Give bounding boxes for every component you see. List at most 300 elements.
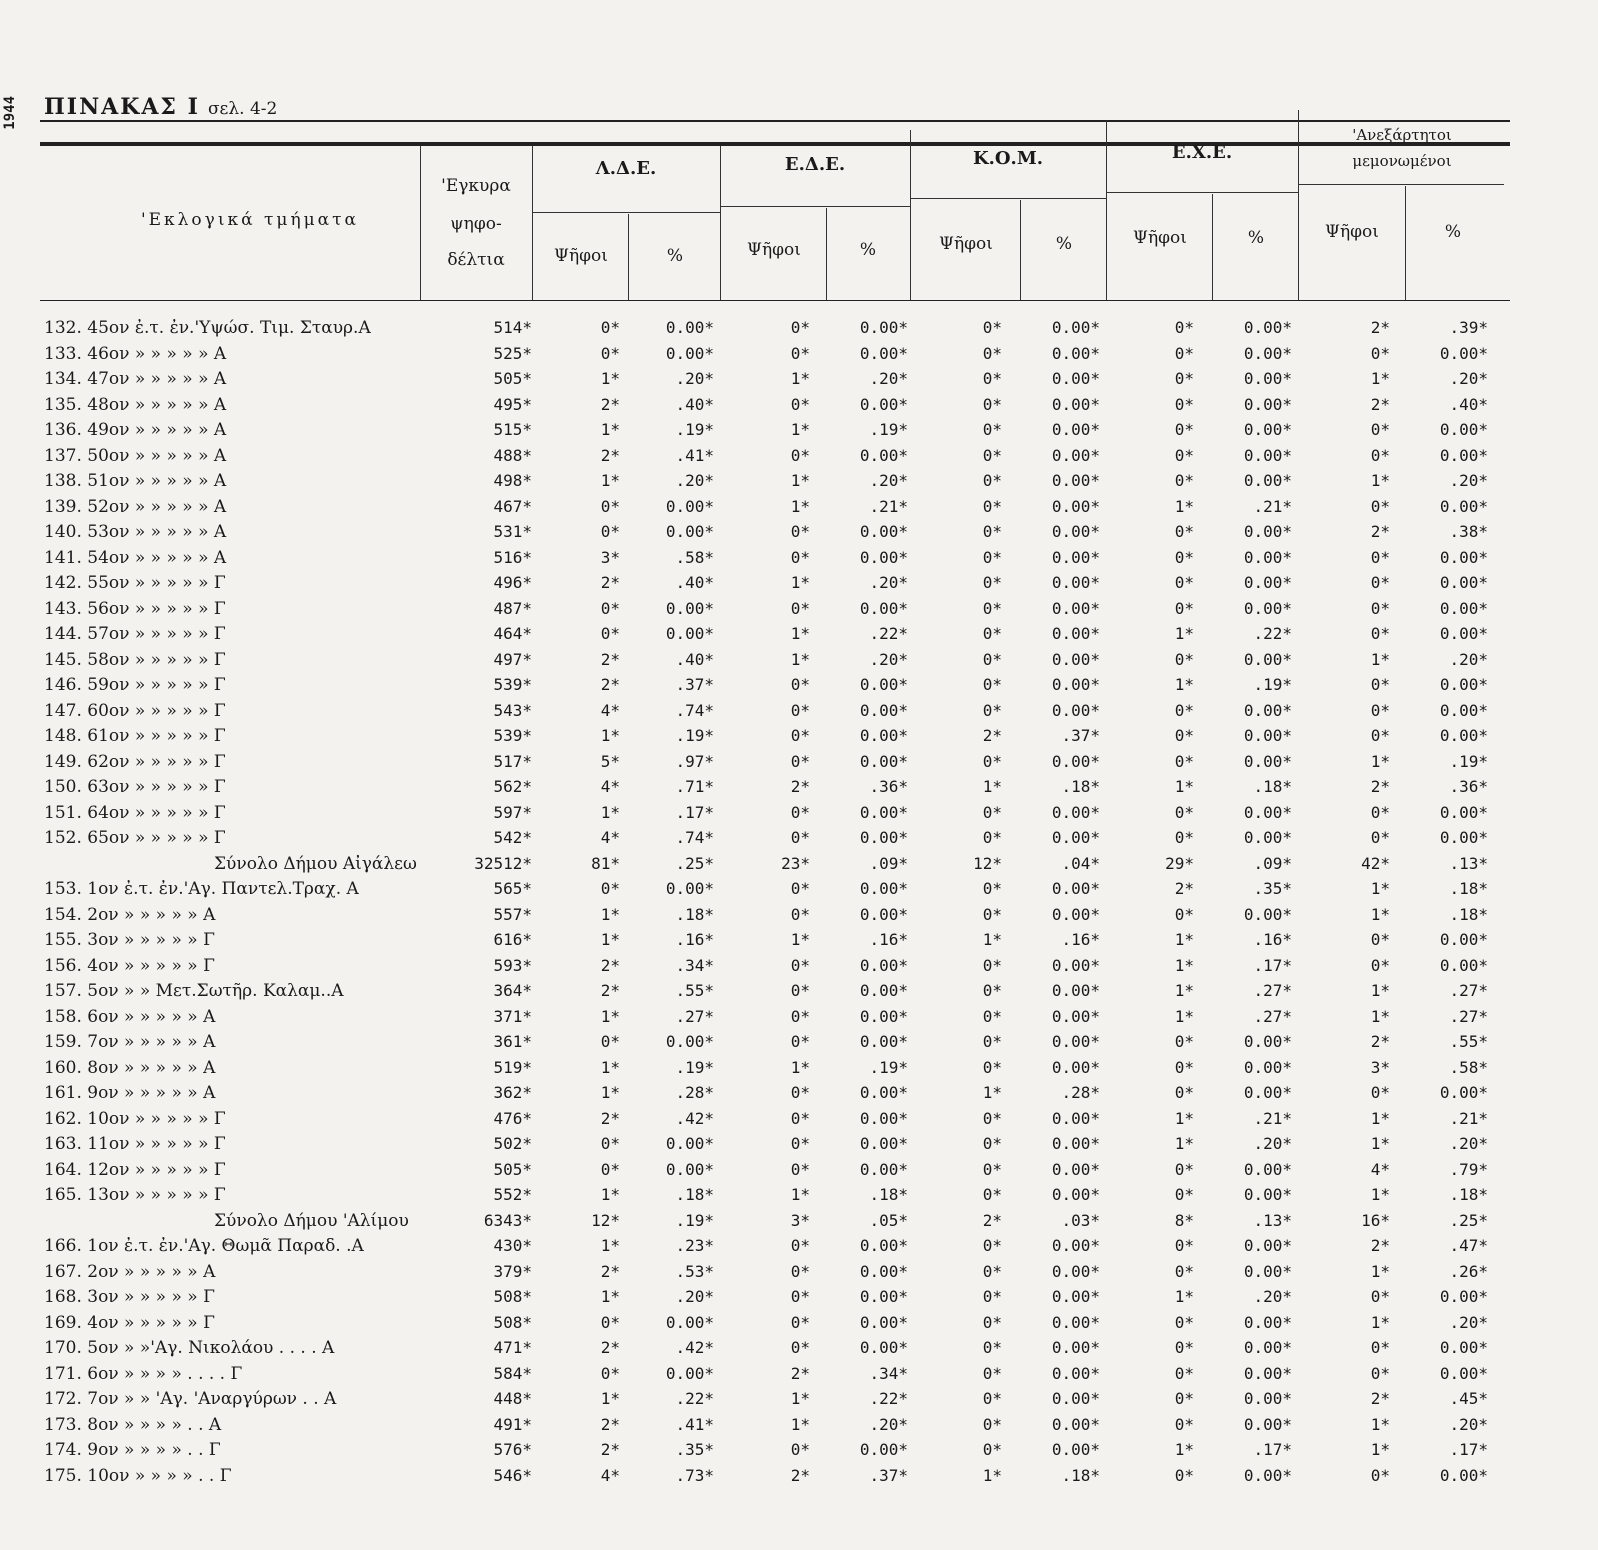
independent-votes-cell: 0*: [1370, 955, 1390, 975]
kom-percent-cell: 0.00*: [1051, 1338, 1100, 1357]
lde-percent-cell: .20*: [675, 369, 714, 388]
valid-ballots-cell: 6343*: [483, 1210, 532, 1230]
percent-header: %: [1055, 234, 1073, 254]
lde-votes-cell: 2*: [600, 675, 620, 694]
lde-percent-cell: 0.00*: [665, 522, 714, 541]
ede-votes-cell: 0*: [790, 1134, 810, 1153]
exe-votes-cell: 1*: [1174, 930, 1194, 949]
exe-votes-cell: 0*: [1174, 1159, 1194, 1179]
valid-ballots-cell: 476*: [493, 1108, 532, 1128]
independent-percent-cell: .21*: [1449, 1108, 1488, 1128]
independent-percent-cell: 0.00*: [1439, 1363, 1488, 1383]
district-label: 136. 49ον » » » » » Α: [44, 420, 227, 440]
kom-percent-cell: 0.00*: [1051, 1057, 1100, 1077]
party-header-exe: Ε.Χ.Ε.: [1171, 142, 1233, 163]
district-label: 135. 48ον » » » » » Α: [44, 394, 227, 415]
kom-votes-cell: 0*: [982, 1414, 1002, 1434]
kom-percent-cell: 0.00*: [1051, 624, 1100, 643]
lde-percent-cell: 0.00*: [665, 624, 714, 643]
independent-votes-cell: 0*: [1370, 496, 1390, 516]
kom-votes-cell: 0*: [982, 904, 1002, 924]
independent-votes-cell: 0*: [1370, 1338, 1390, 1357]
kom-votes-cell: 0*: [982, 879, 1002, 898]
table-row: [0, 624, 1598, 650]
district-label: 148. 61ον » » » » » Γ: [44, 726, 226, 746]
exe-votes-cell: 1*: [1174, 1287, 1194, 1306]
votes-header: Ψῆφοι: [1325, 222, 1379, 242]
independent-percent-cell: 0.00*: [1439, 1083, 1488, 1102]
independent-percent-cell: 0.00*: [1439, 700, 1488, 720]
kom-percent-cell: 0.00*: [1051, 471, 1100, 490]
lde-percent-cell: 0.00*: [665, 1312, 714, 1332]
ede-percent-cell: 0.00*: [859, 522, 908, 541]
lde-votes-cell: 0*: [600, 343, 620, 363]
valid-ballots-cell: 576*: [493, 1440, 532, 1459]
ede-percent-cell: 0.00*: [859, 726, 908, 745]
independent-percent-cell: .79*: [1449, 1159, 1488, 1179]
ede-percent-cell: .34*: [869, 1363, 908, 1383]
independent-votes-cell: 0*: [1370, 1083, 1390, 1102]
exe-votes-cell: 0*: [1174, 1363, 1194, 1383]
lde-percent-cell: 0.00*: [665, 1032, 714, 1051]
exe-percent-cell: .27*: [1253, 981, 1292, 1000]
exe-percent-cell: 0.00*: [1243, 751, 1292, 771]
kom-votes-cell: 0*: [982, 955, 1002, 975]
valid-ballots-cell: 517*: [493, 751, 532, 771]
table-row: [0, 1134, 1598, 1160]
lde-percent-cell: .18*: [675, 1185, 714, 1204]
ede-percent-cell: 0.00*: [859, 955, 908, 975]
independent-votes-cell: 0*: [1370, 420, 1390, 439]
ede-votes-cell: 1*: [790, 624, 810, 643]
kom-votes-cell: 0*: [982, 1389, 1002, 1408]
kom-percent-cell: .03*: [1061, 1210, 1100, 1230]
independent-percent-cell: 0.00*: [1439, 598, 1488, 618]
ede-votes-cell: 0*: [790, 1108, 810, 1128]
ede-votes-cell: 0*: [790, 1261, 810, 1281]
exe-percent-cell: .21*: [1253, 496, 1292, 516]
valid-ballots-cell: 525*: [493, 343, 532, 363]
ede-percent-cell: 0.00*: [859, 1287, 908, 1306]
exe-percent-cell: .09*: [1253, 853, 1292, 873]
table-row: [0, 446, 1598, 472]
valid-ballots-cell: 557*: [493, 904, 532, 924]
party-header-ede: Ε.Δ.Ε.: [784, 154, 846, 175]
ede-percent-cell: .19*: [869, 420, 908, 439]
ede-percent-cell: 0.00*: [859, 1440, 908, 1459]
ede-percent-cell: 0.00*: [859, 1338, 908, 1357]
lde-percent-cell: .41*: [675, 445, 714, 465]
ede-percent-cell: .20*: [869, 649, 908, 669]
independent-percent-cell: .18*: [1449, 904, 1488, 924]
valid-ballots-cell: 508*: [493, 1287, 532, 1306]
ede-votes-cell: 1*: [790, 420, 810, 439]
ede-votes-cell: 0*: [790, 751, 810, 771]
ede-percent-cell: .09*: [869, 853, 908, 873]
valid-ballots-cell: 584*: [493, 1363, 532, 1383]
header-subrule: [1298, 184, 1504, 185]
district-label: 172. 7ον » » 'Αγ. 'Αναργύρων . . Α: [44, 1389, 337, 1409]
district-label: 170. 5ον » »'Αγ. Νικολάου . . . . Α: [44, 1338, 335, 1358]
table-row: [0, 956, 1598, 982]
table-row: [0, 1287, 1598, 1313]
exe-percent-cell: 0.00*: [1243, 1389, 1292, 1408]
table-row: [0, 803, 1598, 829]
valid-ballots-cell: 491*: [493, 1414, 532, 1434]
lde-percent-cell: 0.00*: [665, 879, 714, 898]
kom-votes-cell: 0*: [982, 1312, 1002, 1332]
votes-header: Ψῆφοι: [554, 246, 608, 266]
top-rule: [40, 120, 1510, 122]
exe-votes-cell: 0*: [1174, 1312, 1194, 1332]
lde-percent-cell: 0.00*: [665, 598, 714, 618]
lde-votes-cell: 0*: [600, 1032, 620, 1051]
ede-percent-cell: .22*: [869, 1389, 908, 1408]
independent-votes-cell: 0*: [1370, 1287, 1390, 1306]
ede-percent-cell: 0.00*: [859, 1006, 908, 1026]
valid-ballots-cell: 361*: [493, 1032, 532, 1051]
ede-votes-cell: 0*: [790, 318, 810, 337]
valid-ballots-cell: 552*: [493, 1185, 532, 1204]
lde-votes-cell: 2*: [600, 1338, 620, 1357]
kom-votes-cell: 0*: [982, 369, 1002, 388]
kom-percent-cell: 0.00*: [1051, 1006, 1100, 1026]
kom-percent-cell: .18*: [1061, 777, 1100, 796]
ede-percent-cell: 0.00*: [859, 1159, 908, 1179]
valid-ballots-cell: 539*: [493, 726, 532, 745]
independent-percent-cell: 0.00*: [1439, 726, 1488, 745]
valid-ballots-cell: 597*: [493, 802, 532, 822]
lde-percent-cell: .42*: [675, 1338, 714, 1357]
independent-votes-cell: 3*: [1370, 1057, 1390, 1077]
lde-votes-cell: 1*: [600, 420, 620, 439]
kom-votes-cell: 0*: [982, 700, 1002, 720]
independent-votes-cell: 0*: [1370, 726, 1390, 745]
table-title: ΠΙΝΑΚΑΣ Ι: [44, 94, 200, 120]
lde-votes-cell: 1*: [600, 1057, 620, 1077]
valid-ballots-cell: 488*: [493, 445, 532, 465]
kom-votes-cell: 0*: [982, 1108, 1002, 1128]
exe-percent-cell: 0.00*: [1243, 445, 1292, 465]
kom-votes-cell: 0*: [982, 496, 1002, 516]
lde-votes-cell: 12*: [591, 1210, 620, 1230]
valid-ballots-cell: 471*: [493, 1338, 532, 1357]
independent-votes-cell: 1*: [1370, 751, 1390, 771]
exe-percent-cell: .22*: [1253, 624, 1292, 643]
kom-percent-cell: 0.00*: [1051, 1236, 1100, 1255]
independent-percent-cell: .40*: [1449, 394, 1488, 414]
independent-percent-cell: 0.00*: [1439, 420, 1488, 439]
kom-percent-cell: 0.00*: [1051, 802, 1100, 822]
independent-votes-cell: 2*: [1370, 522, 1390, 541]
district-label: 167. 2ον » » » » » Α: [44, 1261, 216, 1282]
exe-votes-cell: 2*: [1174, 879, 1194, 898]
independent-votes-cell: 0*: [1370, 343, 1390, 363]
lde-percent-cell: .55*: [675, 981, 714, 1000]
independent-votes-cell: 1*: [1370, 1312, 1390, 1332]
lde-votes-cell: 2*: [600, 394, 620, 414]
exe-votes-cell: 0*: [1174, 394, 1194, 414]
district-label: 145. 58ον » » » » » Γ: [44, 649, 226, 670]
table-row: [0, 1007, 1598, 1033]
valid-ballots-cell: 448*: [493, 1389, 532, 1408]
exe-percent-cell: 0.00*: [1243, 649, 1292, 669]
lde-percent-cell: .34*: [675, 955, 714, 975]
valid-ballots-cell: 508*: [493, 1312, 532, 1332]
exe-votes-cell: 0*: [1174, 369, 1194, 388]
ede-percent-cell: .20*: [869, 471, 908, 490]
lde-percent-cell: .19*: [675, 1210, 714, 1230]
kom-percent-cell: 0.00*: [1051, 1134, 1100, 1153]
ede-percent-cell: 0.00*: [859, 751, 908, 771]
header-subrule: [910, 198, 1106, 199]
lde-votes-cell: 1*: [600, 904, 620, 924]
kom-votes-cell: 0*: [982, 573, 1002, 592]
ede-votes-cell: 0*: [790, 522, 810, 541]
independent-percent-cell: .20*: [1449, 1414, 1488, 1434]
district-label: 144. 57ον » » » » » Γ: [44, 624, 226, 644]
kom-votes-cell: 0*: [982, 1159, 1002, 1179]
ede-votes-cell: 1*: [790, 930, 810, 949]
lde-percent-cell: .71*: [675, 777, 714, 796]
independent-votes-cell: 2*: [1370, 1032, 1390, 1051]
lde-percent-cell: .74*: [675, 700, 714, 720]
ede-percent-cell: 0.00*: [859, 1083, 908, 1102]
district-label: 175. 10ον » » » » . . Γ: [44, 1465, 232, 1486]
lde-votes-cell: 4*: [600, 828, 620, 847]
kom-percent-cell: 0.00*: [1051, 1159, 1100, 1179]
independent-percent-cell: 0.00*: [1439, 802, 1488, 822]
ede-percent-cell: 0.00*: [859, 1236, 908, 1255]
independent-votes-cell: 0*: [1370, 828, 1390, 847]
ede-percent-cell: 0.00*: [859, 700, 908, 720]
kom-votes-cell: 1*: [982, 1465, 1002, 1485]
valid-ballots-cell: 32512*: [474, 853, 532, 873]
kom-votes-cell: 0*: [982, 1134, 1002, 1153]
exe-votes-cell: 0*: [1174, 828, 1194, 847]
table-row: [0, 1185, 1598, 1211]
lde-votes-cell: 5*: [600, 751, 620, 771]
kom-votes-cell: 0*: [982, 981, 1002, 1000]
kom-percent-cell: 0.00*: [1051, 981, 1100, 1000]
table-row: [0, 752, 1598, 778]
lde-votes-cell: 4*: [600, 700, 620, 720]
exe-percent-cell: 0.00*: [1243, 522, 1292, 541]
lde-percent-cell: .58*: [675, 547, 714, 567]
kom-percent-cell: 0.00*: [1051, 1363, 1100, 1383]
lde-votes-cell: 2*: [600, 981, 620, 1000]
valid-ballots-cell: 531*: [493, 522, 532, 541]
lde-votes-cell: 3*: [600, 547, 620, 567]
ede-votes-cell: 0*: [790, 1032, 810, 1051]
independent-percent-cell: .27*: [1449, 981, 1488, 1000]
kom-votes-cell: 0*: [982, 547, 1002, 567]
lde-percent-cell: .73*: [675, 1465, 714, 1485]
independent-header-line1: 'Ανεξάρτητοι: [1352, 126, 1452, 144]
valid-ballots-cell: 495*: [493, 394, 532, 414]
kom-percent-cell: 0.00*: [1051, 573, 1100, 592]
valid-ballots-cell: 516*: [493, 547, 532, 567]
header-subdivider: [826, 208, 827, 300]
exe-percent-cell: 0.00*: [1243, 1338, 1292, 1357]
kom-percent-cell: 0.00*: [1051, 394, 1100, 414]
independent-percent-cell: 0.00*: [1439, 930, 1488, 949]
valid-header-line3: δέλτια: [447, 250, 505, 270]
table-row: [0, 1313, 1598, 1339]
kom-percent-cell: 0.00*: [1051, 496, 1100, 516]
lde-percent-cell: 0.00*: [665, 343, 714, 363]
table-row: [0, 471, 1598, 497]
header-subrule: [532, 212, 720, 213]
exe-percent-cell: 0.00*: [1243, 1185, 1292, 1204]
ede-percent-cell: 0.00*: [859, 1261, 908, 1281]
exe-percent-cell: 0.00*: [1243, 369, 1292, 388]
kom-votes-cell: 12*: [973, 853, 1002, 873]
kom-votes-cell: 0*: [982, 522, 1002, 541]
lde-votes-cell: 0*: [600, 1134, 620, 1153]
kom-percent-cell: 0.00*: [1051, 1312, 1100, 1332]
valid-ballots-cell: 505*: [493, 369, 532, 388]
independent-percent-cell: 0.00*: [1439, 343, 1488, 363]
district-label: 164. 12ον » » » » » Γ: [44, 1159, 226, 1180]
lde-votes-cell: 1*: [600, 1083, 620, 1102]
ede-percent-cell: 0.00*: [859, 904, 908, 924]
district-label: 154. 2ον » » » » » Α: [44, 904, 216, 925]
district-label: 142. 55ον » » » » » Γ: [44, 573, 226, 593]
table-row: [0, 522, 1598, 548]
kom-votes-cell: 0*: [982, 1338, 1002, 1357]
independent-percent-cell: .20*: [1449, 369, 1488, 388]
ede-votes-cell: 0*: [790, 981, 810, 1000]
exe-percent-cell: 0.00*: [1243, 573, 1292, 592]
independent-votes-cell: 1*: [1370, 981, 1390, 1000]
kom-percent-cell: 0.00*: [1051, 1261, 1100, 1281]
ede-votes-cell: 0*: [790, 1338, 810, 1357]
exe-percent-cell: 0.00*: [1243, 1032, 1292, 1051]
independent-votes-cell: 1*: [1370, 1108, 1390, 1128]
table-row: [0, 675, 1598, 701]
district-label: 165. 13ον » » » » » Γ: [44, 1185, 226, 1205]
district-label: 143. 56ον » » » » » Γ: [44, 598, 226, 619]
ede-votes-cell: 2*: [790, 777, 810, 796]
valid-header-line1: 'Εγκυρα: [441, 176, 511, 196]
ede-percent-cell: 0.00*: [859, 675, 908, 694]
lde-votes-cell: 4*: [600, 1465, 620, 1485]
district-label: 152. 65ον » » » » » Γ: [44, 828, 226, 848]
exe-percent-cell: 0.00*: [1243, 471, 1292, 490]
ede-votes-cell: 0*: [790, 675, 810, 694]
lde-votes-cell: 0*: [600, 879, 620, 898]
lde-percent-cell: .20*: [675, 1287, 714, 1306]
independent-votes-cell: 1*: [1370, 1134, 1390, 1153]
independent-votes-cell: 1*: [1370, 1261, 1390, 1281]
lde-percent-cell: 0.00*: [665, 1134, 714, 1153]
kom-percent-cell: 0.00*: [1051, 1414, 1100, 1434]
kom-votes-cell: 1*: [982, 1083, 1002, 1102]
kom-votes-cell: 0*: [982, 1057, 1002, 1077]
total-label: Σύνολο Δήμου Αἰγάλεω: [214, 853, 417, 874]
ede-percent-cell: 0.00*: [859, 879, 908, 898]
ede-votes-cell: 0*: [790, 1440, 810, 1459]
independent-percent-cell: 0.00*: [1439, 955, 1488, 975]
kom-percent-cell: 0.00*: [1051, 318, 1100, 337]
percent-header: %: [1247, 228, 1265, 248]
district-label: 171. 6ον » » » » . . . . Γ: [44, 1363, 243, 1384]
table-row: [0, 395, 1598, 421]
valid-ballots-cell: 565*: [493, 879, 532, 898]
valid-ballots-cell: 464*: [493, 624, 532, 643]
table-row: [0, 369, 1598, 395]
independent-percent-cell: 0.00*: [1439, 496, 1488, 516]
ede-votes-cell: 1*: [790, 573, 810, 592]
lde-percent-cell: .97*: [675, 751, 714, 771]
ede-votes-cell: 0*: [790, 1083, 810, 1102]
exe-votes-cell: 0*: [1174, 904, 1194, 924]
ede-votes-cell: 1*: [790, 1057, 810, 1077]
percent-header: %: [666, 246, 684, 266]
district-label: 173. 8ον » » » » . . Α: [44, 1414, 222, 1435]
exe-percent-cell: 0.00*: [1243, 1261, 1292, 1281]
table-row: [0, 1466, 1598, 1492]
exe-votes-cell: 0*: [1174, 1465, 1194, 1485]
kom-percent-cell: 0.00*: [1051, 547, 1100, 567]
total-label: Σύνολο Δήμου 'Αλίμου: [214, 1210, 409, 1231]
districts-header: 'Εκλογικά τμήματα: [140, 210, 360, 230]
district-label: 160. 8ον » » » » » Α: [44, 1057, 216, 1078]
independent-percent-cell: 0.00*: [1439, 624, 1488, 643]
independent-percent-cell: .27*: [1449, 1006, 1488, 1026]
kom-votes-cell: 1*: [982, 777, 1002, 796]
exe-percent-cell: .18*: [1253, 777, 1292, 796]
kom-votes-cell: 0*: [982, 445, 1002, 465]
ede-votes-cell: 1*: [790, 369, 810, 388]
lde-percent-cell: .22*: [675, 1389, 714, 1408]
district-label: 157. 5ον » » Μετ.Σωτῆρ. Καλαμ..Α: [44, 981, 344, 1001]
ede-votes-cell: 0*: [790, 343, 810, 363]
independent-percent-cell: 0.00*: [1439, 828, 1488, 847]
independent-votes-cell: 2*: [1370, 318, 1390, 337]
kom-votes-cell: 0*: [982, 1287, 1002, 1306]
kom-percent-cell: 0.00*: [1051, 904, 1100, 924]
independent-percent-cell: .20*: [1449, 1134, 1488, 1153]
lde-percent-cell: .28*: [675, 1083, 714, 1102]
district-label: 137. 50ον » » » » » Α: [44, 445, 227, 466]
kom-votes-cell: 0*: [982, 1185, 1002, 1204]
district-label: 146. 59ον » » » » » Γ: [44, 675, 226, 695]
valid-ballots-cell: 497*: [493, 649, 532, 669]
independent-votes-cell: 0*: [1370, 1363, 1390, 1383]
independent-votes-cell: 2*: [1370, 1389, 1390, 1408]
lde-votes-cell: 1*: [600, 369, 620, 388]
independent-percent-cell: .58*: [1449, 1057, 1488, 1077]
valid-ballots-cell: 593*: [493, 955, 532, 975]
header-subrule: [1106, 192, 1298, 193]
ede-votes-cell: 1*: [790, 649, 810, 669]
exe-votes-cell: 0*: [1174, 1414, 1194, 1434]
kom-percent-cell: .18*: [1061, 1465, 1100, 1485]
exe-percent-cell: .20*: [1253, 1134, 1292, 1153]
ede-percent-cell: 0.00*: [859, 343, 908, 363]
district-label: 133. 46ον » » » » » Α: [44, 343, 227, 364]
independent-percent-cell: 0.00*: [1439, 573, 1488, 592]
exe-votes-cell: 8*: [1174, 1210, 1194, 1230]
independent-percent-cell: .13*: [1449, 853, 1488, 873]
valid-ballots-cell: 543*: [493, 700, 532, 720]
ede-percent-cell: 0.00*: [859, 1312, 908, 1332]
table-row: [0, 1160, 1598, 1186]
kom-percent-cell: 0.00*: [1051, 1389, 1100, 1408]
ede-votes-cell: 1*: [790, 471, 810, 490]
